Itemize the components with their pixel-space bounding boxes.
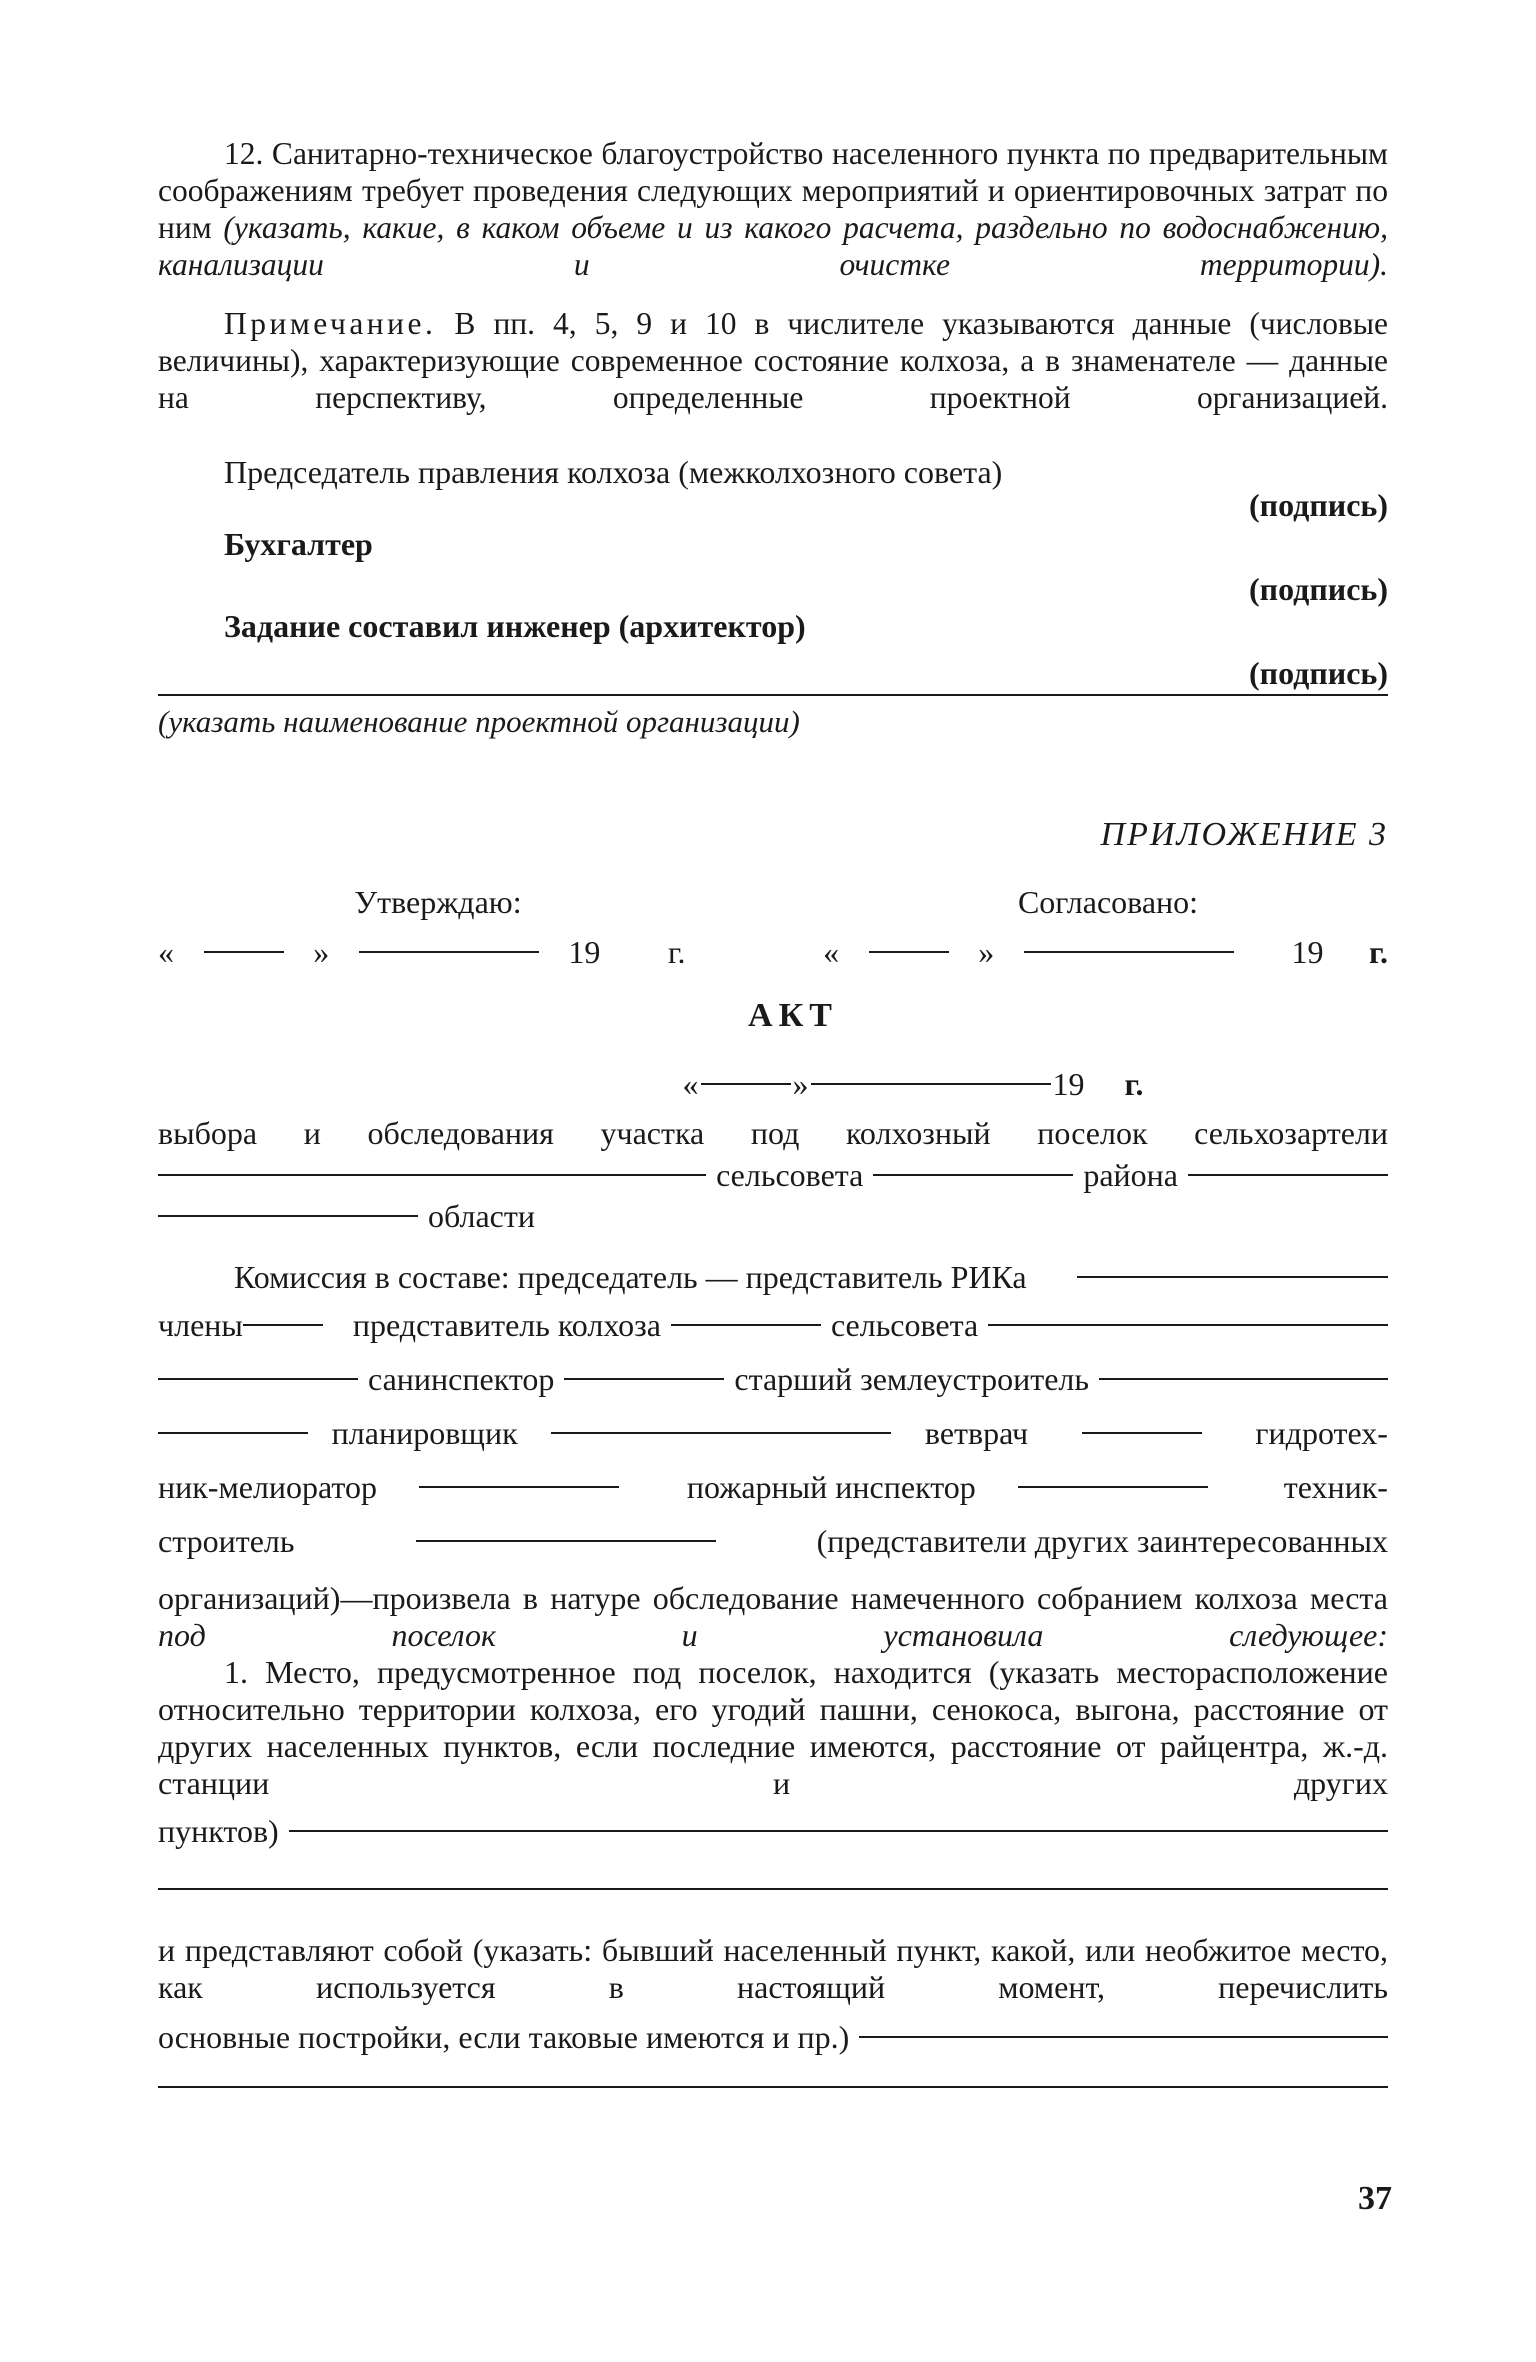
act-line-2 <box>158 1198 1388 1234</box>
blank-rayon <box>1188 1174 1388 1176</box>
act-date-line <box>158 1059 1388 1109</box>
note <box>158 305 1388 416</box>
blank-chleny <box>243 1324 323 1326</box>
blank-oblast <box>158 1215 418 1217</box>
label-saninspector: санинспектор <box>368 1360 555 1397</box>
blank-melior <box>419 1486 619 1488</box>
orgs-tail-italic: под поселок и установила следующее: <box>158 1617 1388 1653</box>
label-other-orgs: (представители других заинтересованных <box>816 1522 1388 1559</box>
blank-senior-surveyor <box>1099 1378 1388 1380</box>
blank-rika <box>1077 1276 1388 1278</box>
accountant-signature: (подпись) <box>1248 571 1388 607</box>
agree-label: Согласовано: <box>1017 884 1199 920</box>
document-page <box>158 135 1388 2088</box>
label-represent-end: основные постройки, если таковые имеются и пр.) <box>158 2018 850 2055</box>
label-chleny: члены <box>158 1306 243 1343</box>
commission-line <box>158 1252 1388 1302</box>
year-suffix: г. <box>667 933 686 970</box>
blank-fire-inspector <box>1018 1486 1208 1488</box>
blank-kolkhoz <box>158 1174 706 1176</box>
label-vet: ветврач <box>924 1414 1029 1451</box>
act-year: 19 <box>1052 1065 1085 1102</box>
chairman-signature: (подпись) <box>1248 487 1388 523</box>
planner-line <box>158 1408 1388 1458</box>
point-1-end-line <box>158 1806 1388 1856</box>
label-senior-surveyor: старший землеустроитель <box>734 1360 1089 1397</box>
appendix-title: ПРИЛОЖЕНИЕ 3 <box>1100 816 1388 853</box>
label-planner: планировщик <box>331 1414 518 1451</box>
quote-open-2: « <box>823 933 840 970</box>
label-fire-inspector: пожарный инспектор <box>686 1468 976 1505</box>
label-hydro-2: ник-мелиоратор <box>158 1468 377 1505</box>
act-title: АКТ <box>748 997 838 1034</box>
page-number: 37 <box>1358 2180 1392 2217</box>
act-month-blank <box>811 1083 1051 1085</box>
inspector-line <box>158 1354 1388 1404</box>
label-hydro-1: гидротех- <box>1255 1414 1388 1451</box>
act-quote-close: » <box>792 1065 809 1102</box>
act-year-suffix: г. <box>1124 1065 1144 1102</box>
org-rule <box>158 694 1388 696</box>
orgs-tail-prefix: организаций)—произвела в натуре обследование намеченного собранием колхоза места <box>158 1580 1388 1616</box>
label-selsoveta-2: сельсовета <box>830 1306 979 1343</box>
date-line <box>158 927 1388 977</box>
day-blank-2 <box>869 951 949 953</box>
represent: и представляют собой (указать: бывший населенный пункт, какой, или необжитое место, как используется в настоящий момент, перечислить <box>158 1932 1388 2005</box>
org-caption: (указать наименование проектной организации) <box>158 704 800 739</box>
blank-rep-kolkhoz <box>671 1324 821 1326</box>
note-text: В пп. 4, 5, 9 и 10 в числителе указываются данные (числовые величины), характеризующие современное состояние колхоза, а в знаменателе — данные на перспективу, определенные проектной организацией. <box>158 306 1389 415</box>
label-rayona: района <box>1083 1156 1178 1193</box>
act-quote-open: « <box>682 1065 699 1102</box>
label-point1-end: пунктов) <box>158 1812 279 1849</box>
blank-selsoveta-2 <box>988 1324 1388 1326</box>
label-oblasti: области <box>428 1197 535 1234</box>
act-day-blank <box>701 1083 791 1085</box>
approval-block <box>158 884 1388 921</box>
full-rule-2 <box>158 2086 1388 2088</box>
month-blank-2 <box>1024 951 1234 953</box>
builder-line <box>158 1516 1388 1566</box>
label-tech-1: техник- <box>1283 1468 1388 1505</box>
blank-planner <box>551 1432 891 1434</box>
point-1: 1. Место, предусмотренное под поселок, находится (указать месторасположение относительно территории колхоза, его угодий пашни, сенокоса, выгона, расстояние от других населенных пунктов, если последние имеются, расстояние от райцентра, ж.-д. станции и других <box>158 1654 1388 1801</box>
approve-label: Утверждаю: <box>354 884 522 920</box>
full-rule-1 <box>158 1888 1388 1890</box>
signature-block <box>158 454 1388 692</box>
year-suffix-2: г. <box>1369 933 1388 970</box>
chairman-line <box>224 454 1388 491</box>
engineer-signature: (подпись) <box>1248 655 1388 691</box>
blank-saninspector <box>564 1378 724 1380</box>
act-line-1 <box>158 1152 1388 1198</box>
melior-line <box>158 1462 1388 1512</box>
year-label-2: 19 <box>1291 933 1324 970</box>
label-rep-kolkhoz: представитель колхоза <box>352 1306 661 1343</box>
blank-represent <box>859 2036 1388 2038</box>
quote-close: » <box>313 933 330 970</box>
engineer-label: Задание составил инженер (архитектор) <box>224 608 806 644</box>
chairman-label: Председатель правления колхоза (межколхозного совета) <box>224 454 1003 490</box>
day-blank <box>204 951 284 953</box>
month-blank <box>359 951 539 953</box>
label-commission: Комиссия в составе: председатель — представитель РИКа <box>234 1258 1027 1295</box>
represent-end-line <box>158 2012 1388 2062</box>
blank-pre-planner <box>158 1432 308 1434</box>
item-12-lead: 12. Санитарно-техническое благоустройство населенного пункта по предварительным соображениям требует проведения следующих мероприятий и ориентировочных затрат по ним <box>158 136 1388 245</box>
note-label: Примечание. <box>224 306 437 341</box>
item-12 <box>158 135 1388 283</box>
accountant-label: Бухгалтер <box>224 526 373 562</box>
quote-close-2: » <box>978 933 995 970</box>
blank-selsovet <box>873 1174 1073 1176</box>
year-label: 19 <box>568 933 601 970</box>
members-line <box>158 1300 1388 1350</box>
label-tech-2: строитель <box>158 1522 295 1559</box>
blank-pre-saninspector <box>158 1378 358 1380</box>
item-12-italic: (указать, какие, в каком объеме и из какого расчета, раздельно по водоснабжению, канализации и очистке территории). <box>158 210 1388 282</box>
orgs-tail <box>158 1580 1388 1654</box>
blank-point1 <box>289 1830 1388 1832</box>
quote-open: « <box>158 933 174 970</box>
act-subject: выбора и обследования участка под колхозный поселок сельхозартели <box>158 1115 1388 1151</box>
blank-builder <box>416 1540 716 1542</box>
blank-vet <box>1082 1432 1202 1434</box>
label-selsoveta: сельсовета <box>716 1156 864 1193</box>
